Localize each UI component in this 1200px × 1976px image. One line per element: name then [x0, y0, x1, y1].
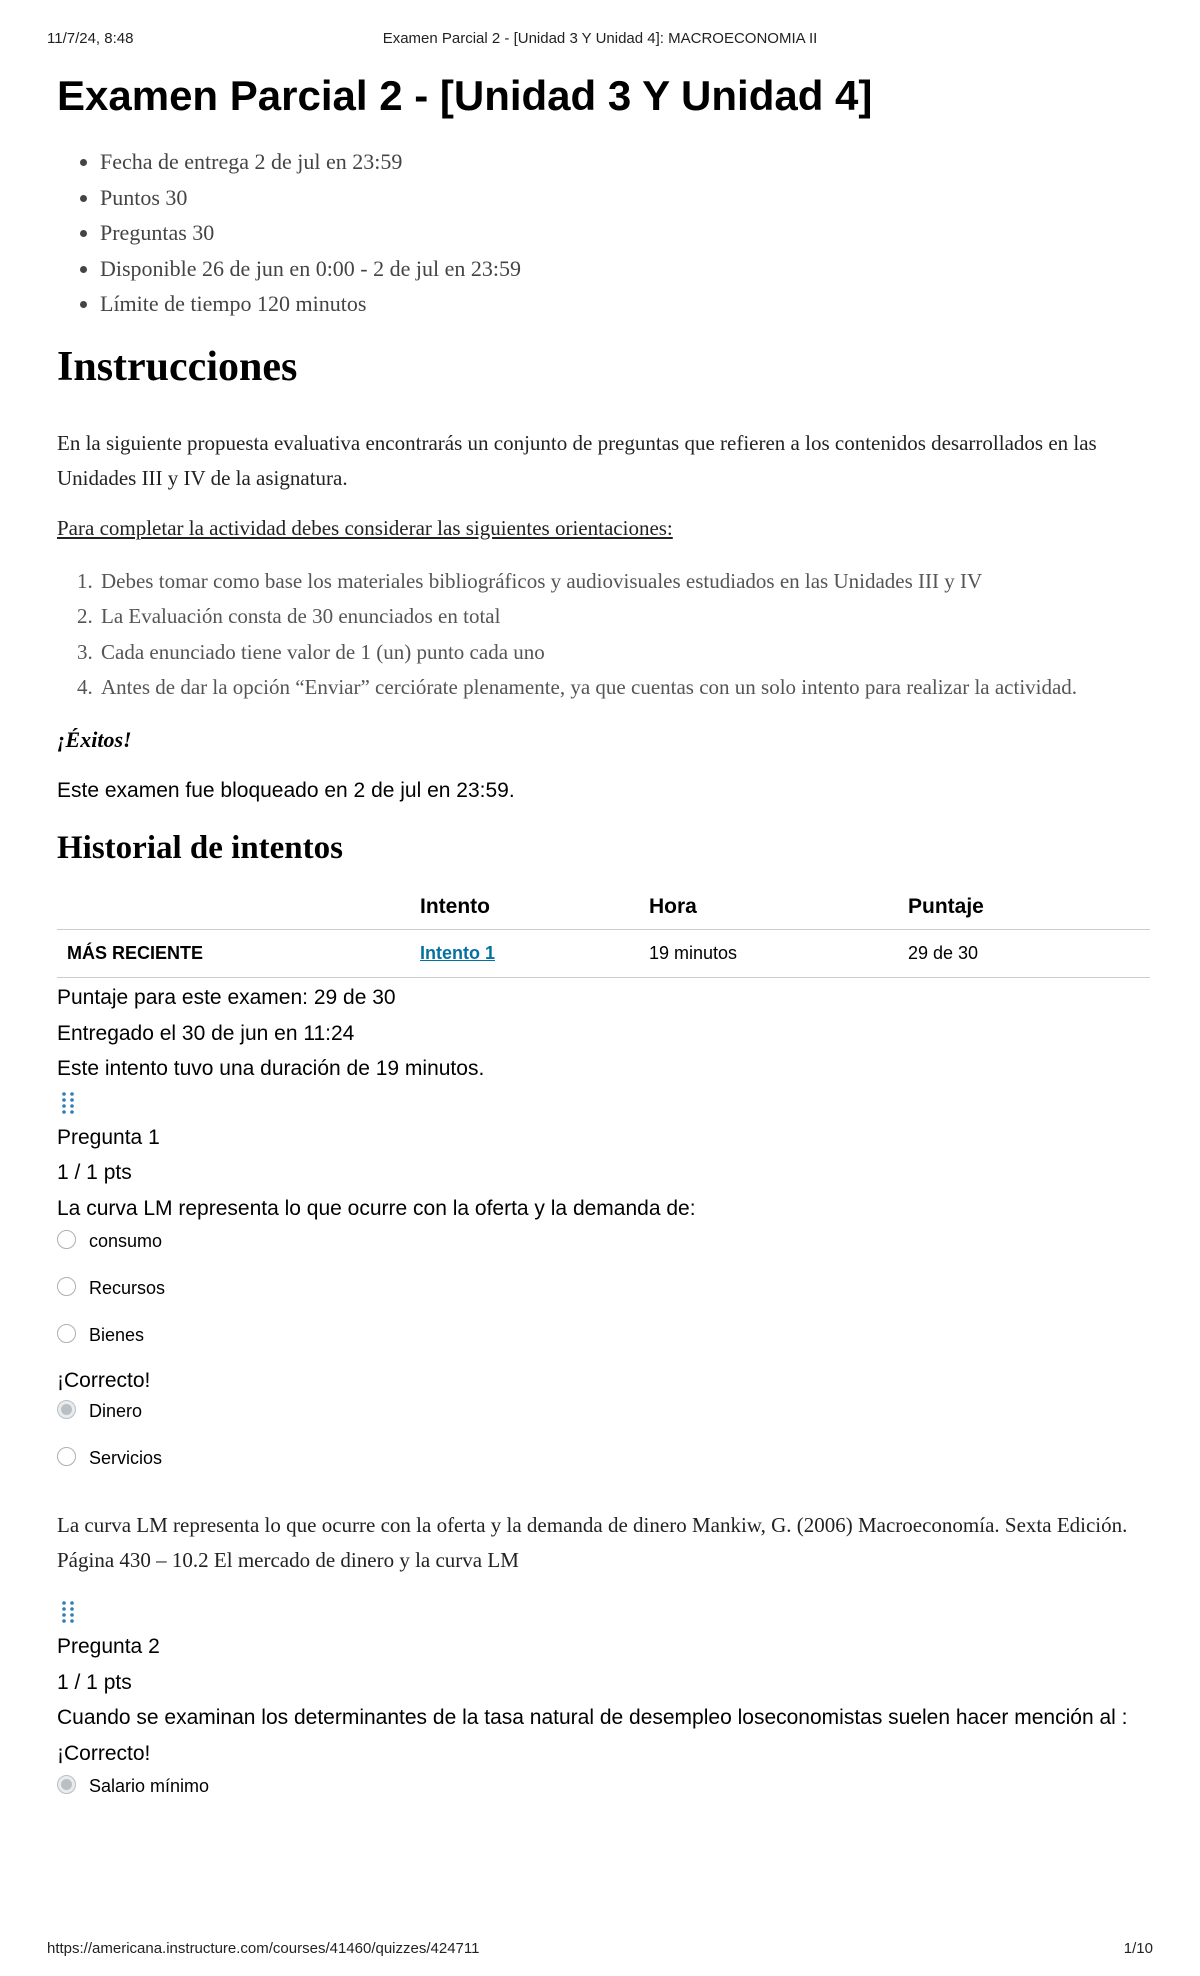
orientation-text: Cada enunciado tiene valor de 1 (un) punto cada uno: [101, 639, 545, 664]
orientation-item: [57, 670, 1150, 706]
summary-duration: Este intento tuvo una duración de 19 minutos.: [57, 1057, 485, 1080]
radio-button[interactable]: [57, 1277, 76, 1296]
quiz-meta-list: [100, 144, 1150, 322]
answer-label: Recursos: [89, 1278, 166, 1298]
answer-option-selected[interactable]: [57, 1773, 1150, 1820]
attempt-label: MÁS RECIENTE: [57, 930, 410, 978]
answer-option[interactable]: [57, 1228, 1150, 1275]
answer-list: [57, 1228, 1150, 1492]
col-header-score: Puntaje: [898, 886, 1150, 930]
print-page-title: Examen Parcial 2 - [Unidad 3 Y Unidad 4]: MACROECONOMIA II: [382, 30, 818, 47]
answer-label: consumo: [89, 1231, 163, 1251]
col-header-attempt: Intento: [410, 886, 639, 930]
radio-button[interactable]: [57, 1324, 76, 1343]
answer-label: Servicios: [89, 1448, 163, 1468]
question-text: Cuando se examinan los determinantes de la tasa natural de desempleo loseconomistas suelen hacer mención al :: [57, 1706, 1128, 1729]
orientation-text: Debes tomar como base los materiales bibliográficos y audiovisuales estudiados en las Unidades III y IV: [101, 568, 983, 593]
instructions-intro: En la siguiente propuesta evaluativa encontrarás un conjunto de preguntas que refieren a los contenidos desarrollados en las Unidades III y IV de la asignatura.: [57, 430, 1097, 490]
answer-label: Dinero: [89, 1401, 143, 1421]
attempt-time: 19 minutos: [639, 930, 898, 978]
radio-button-selected[interactable]: [57, 1775, 76, 1794]
quiz-title: Examen Parcial 2 - [Unidad 3 Y Unidad 4]: [57, 72, 873, 119]
quiz-meta-available: Disponible 26 de jun en 0:00 - 2 de jul en 23:59: [100, 251, 1150, 287]
orientations-list: [57, 564, 1150, 706]
history-heading: Historial de intentos: [57, 829, 343, 866]
orientations-title: Para completar la actividad debes considerar las siguientes orientaciones:: [57, 515, 673, 540]
orientation-item: [57, 599, 1150, 635]
answer-list: [57, 1773, 1150, 1820]
orientation-number: 4.: [77, 675, 93, 699]
correct-label: ¡Correcto!: [57, 1369, 151, 1392]
answer-option-selected[interactable]: [57, 1398, 1150, 1445]
quiz-meta-due: Fecha de entrega 2 de jul en 23:59: [100, 144, 1150, 180]
print-footer: [47, 1940, 1153, 1960]
radio-button[interactable]: [57, 1230, 76, 1249]
lock-notice: Este examen fue bloqueado en 2 de jul en 23:59.: [57, 778, 515, 802]
table-row: [57, 930, 1150, 978]
attempt-link[interactable]: Intento 1: [420, 943, 495, 963]
attempts-table: [57, 886, 1150, 979]
print-page-number: 1/10: [1123, 1940, 1153, 1957]
orientation-number: 2.: [77, 604, 93, 628]
answer-option[interactable]: [57, 1275, 1150, 1322]
summary-submitted: Entregado el 30 de jun en 11:24: [57, 1021, 355, 1045]
closing-message: ¡Éxitos!: [57, 726, 132, 752]
orientation-text: La Evaluación consta de 30 enunciados en total: [101, 604, 501, 628]
attempt-score: 29 de 30: [898, 930, 1150, 978]
summary-score: Puntaje para este examen: 29 de 30: [57, 986, 396, 1009]
question-title: Pregunta 2: [57, 1635, 160, 1658]
answer-feedback: La curva LM representa lo que ocurre con la oferta y la demanda de dinero Mankiw, G. (2006) Macroeconomía. Sexta Edición. Página 430 – 10.2 El mercado de dinero y la curva LM: [57, 1513, 1128, 1572]
col-header-blank: [57, 886, 410, 930]
radio-button-selected[interactable]: [57, 1400, 76, 1419]
attempt-cell: [410, 930, 639, 978]
orientation-text: Antes de dar la opción “Enviar” cerciórate plenamente, ya que cuentas con un solo intento para realizar la actividad.: [101, 675, 1078, 699]
question-text: La curva LM representa lo que ocurre con la oferta y la demanda de:: [57, 1196, 696, 1220]
quiz-content: [57, 68, 1150, 1820]
print-url: https://americana.instructure.com/courses/41460/quizzes/424711: [47, 1940, 480, 1957]
drag-handle-icon[interactable]: [61, 1091, 75, 1115]
answer-label: Salario mínimo: [89, 1775, 210, 1796]
question-1: [57, 1087, 1150, 1579]
question-points: 1 / 1 pts: [57, 1161, 132, 1184]
answer-label: Bienes: [89, 1325, 145, 1345]
question-points: 1 / 1 pts: [57, 1670, 132, 1694]
radio-button[interactable]: [57, 1447, 76, 1466]
drag-handle-icon[interactable]: [61, 1600, 75, 1624]
quiz-meta-time-limit: Límite de tiempo 120 minutos: [100, 286, 1150, 322]
quiz-meta-points: Puntos 30: [100, 180, 1150, 216]
orientation-number: 1.: [77, 568, 93, 593]
correct-label: ¡Correcto!: [57, 1741, 151, 1765]
attempt-summary: [57, 980, 1150, 1087]
print-datetime: 11/7/24, 8:48: [47, 30, 134, 47]
answer-option[interactable]: [57, 1445, 1150, 1492]
orientation-number: 3.: [77, 639, 93, 664]
print-header: [47, 30, 1153, 50]
answer-option[interactable]: [57, 1322, 1150, 1369]
quiz-meta-questions: Preguntas 30: [100, 215, 1150, 251]
instructions-heading: Instrucciones: [57, 343, 298, 390]
question-title: Pregunta 1: [57, 1125, 160, 1149]
col-header-time: Hora: [639, 886, 898, 930]
question-2: [57, 1596, 1150, 1820]
orientation-item: [57, 635, 1150, 671]
orientation-item: [57, 564, 1150, 600]
attempts-header-row: [57, 886, 1150, 930]
